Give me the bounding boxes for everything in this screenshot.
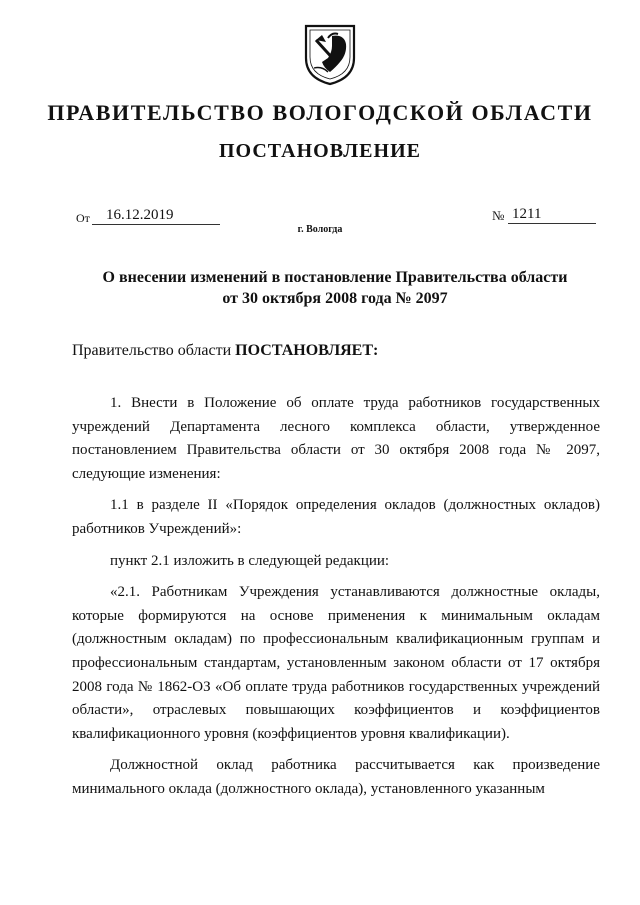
subject-line-2: от 30 октября 2008 года № 2097 — [222, 290, 448, 307]
government-title: ПРАВИТЕЛЬСТВО ВОЛОГОДСКОЙ ОБЛАСТИ — [47, 100, 593, 125]
document-number: 1211 — [508, 206, 596, 224]
document-type: ПОСТАНОВЛЕНИЕ — [219, 140, 421, 162]
document-body — [72, 392, 600, 802]
coat-of-arms-icon — [302, 22, 358, 86]
decree-intro-text: Правительство области — [72, 342, 232, 359]
document-date: 16.12.2019 — [92, 207, 220, 225]
decree-intro-bold: ПОСТАНОВЛЯЕТ: — [235, 342, 379, 359]
paragraph: Должностной оклад работника рассчитывается как произведение минимального оклада (должностного оклада), установленного указанным — [72, 757, 600, 797]
subject-line-1: О внесении изменений в постановление Правительства области — [102, 269, 568, 286]
paragraph: 1. Внести в Положение об оплате труда работников государственных учреждений Департамента лесного комплекса области, утвержденное постановлением Правительства области от 30 октября 2008 года № 2097, следующие изменения: — [72, 395, 600, 482]
number-prefix: № — [492, 208, 505, 223]
date-prefix: От — [76, 211, 90, 225]
document-subject — [70, 267, 600, 309]
paragraph: «2.1. Работникам Учреждения устанавливаются должностные оклады, которые формируются на основе применения к минимальным окладам (должностным окладам) по профессиональным квалификационным группам и профессиональным стандартам, установленным законом области от 17 октября 2008 года № 1862-ОЗ «Об оплате труда работников государственных учреждений области», отраслевых повышающих коэффициентов и коэффициентов квалификационного уровня (коэффициентов уровня квалификации). — [72, 584, 600, 742]
city-label: г. Вологда — [297, 224, 343, 235]
paragraph: пункт 2.1 изложить в следующей редакции: — [110, 552, 390, 569]
decree-intro — [72, 342, 378, 360]
paragraph: 1.1 в разделе II «Порядок определения окладов (должностных окладов) работников Учреждений»: — [72, 497, 600, 537]
